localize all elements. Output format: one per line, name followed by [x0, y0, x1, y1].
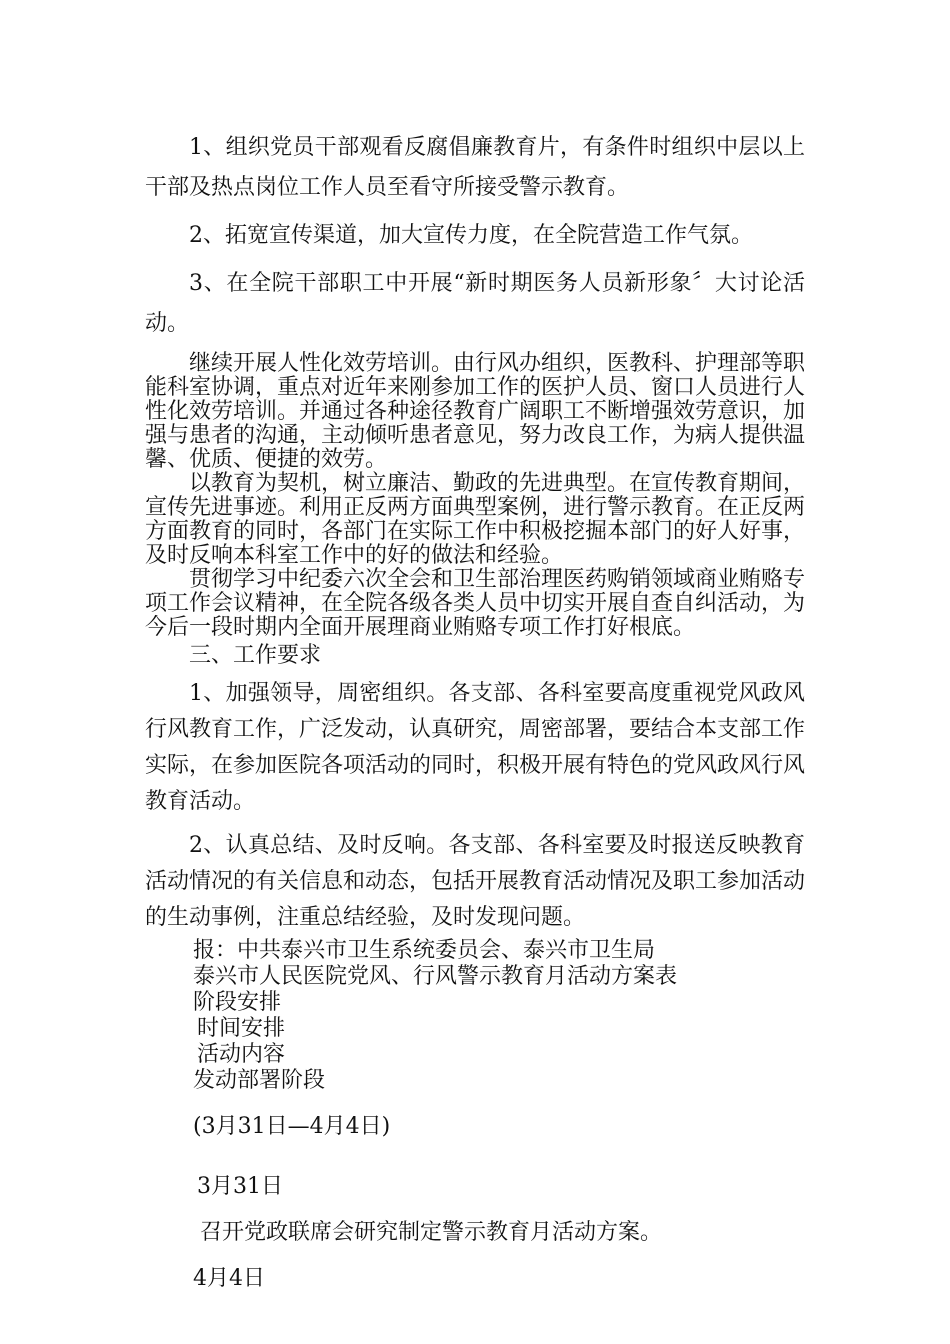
table-title: 泰兴市人民医院党风、行风警示教育月活动方案表	[193, 964, 678, 989]
table-cell-date-1: 3月31日	[197, 1174, 283, 1199]
item-discussion: 3、在全院干部职工中开展“新时期医务人员新形象〞大讨论活动。	[145, 271, 805, 336]
section-heading-requirements: 三、工作要求	[189, 643, 322, 668]
req-summary: 2、认真总结、及时反响。各支部、各科室要及时报送反映教育活动情况的有关信息和动态，包括开展教育活动情况及职工参加活动的生动事例，注重总结经验，及时发现问题。	[145, 833, 806, 930]
activity-plan-table	[145, 964, 805, 1292]
table-cell-activity-1: 召开党政联席会研究制定警示教育月活动方案。	[200, 1220, 663, 1245]
table-header-activity: 活动内容	[197, 1042, 286, 1067]
document-body	[145, 128, 805, 1292]
item-publicity: 2、拓宽宣传渠道，加大宣传力度，在全院营造工作气氛。	[189, 223, 753, 248]
table-cell-stage-period: (3月31日—4月4日)	[193, 1114, 391, 1139]
table-cell-stage: 发动部署阶段	[193, 1068, 326, 1093]
para-service-training: 继续开展人性化效劳培训。由行风办组织，医教科、护理部等职能科室协调，重点对近年来刚参加工作的医护人员、窗口人员进行人性化效劳培训。并通过各种途径教育广阔职工不断增强效劳意识，加强与患者的沟通，主动倾听患者意见，努力改良工作，为病人提供温馨、优质、便捷的效劳。	[145, 351, 806, 472]
table-header-time: 时间安排	[197, 1016, 286, 1041]
table-cell-date-2: 4月4日	[193, 1266, 265, 1291]
req-leadership: 1、加强领导，周密组织。各支部、各科室要高度重视党风政风行风教育工作，广泛发动，认真研究，周密部署，要结合本支部工作实际，在参加医院各项活动的同时，积极开展有特色的党风政风行风教育活动。	[145, 681, 806, 814]
item-watch-film: 1、组织党员干部观看反腐倡廉教育片，有条件时组织中层以上干部及热点岗位工作人员至看守所接受警示教育。	[145, 135, 805, 200]
report-line: 报：中共泰兴市卫生系统委员会、泰兴市卫生局	[193, 938, 656, 963]
para-role-models: 以教育为契机，树立廉洁、勤政的先进典型。在宣传教育期间，宣传先进事迹。利用正反两方面典型案例，进行警示教育。在正反两方面教育的同时，各部门在实际工作中积极挖掘本部门的好人好事，及时反响本科室工作中的好的做法和经验。	[145, 471, 806, 568]
table-header-stage: 阶段安排	[193, 990, 282, 1015]
para-anti-bribery: 贯彻学习中纪委六次全会和卫生部治理医药购销领域商业贿赂专项工作会议精神，在全院各级各类人员中切实开展自查自纠活动，为今后一段时期内全面开展理商业贿赂专项工作打好根底。	[145, 567, 806, 640]
